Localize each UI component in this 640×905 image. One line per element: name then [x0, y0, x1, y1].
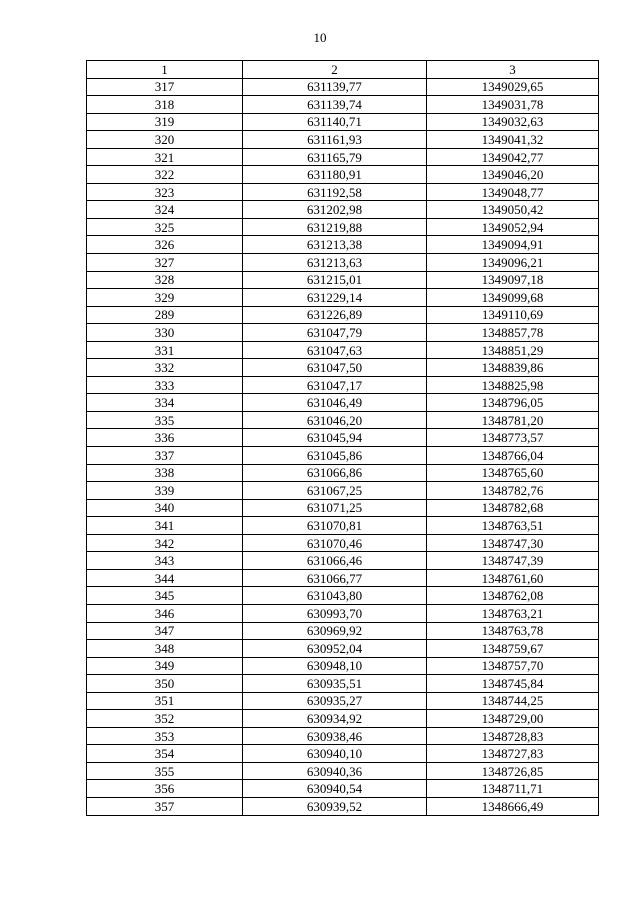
cell-y-coordinate: 1348729,00 — [427, 710, 599, 728]
cell-x-coordinate: 631180,91 — [243, 166, 427, 184]
cell-point-number: 317 — [87, 78, 243, 96]
table-row — [87, 131, 599, 149]
cell-x-coordinate: 631045,86 — [243, 447, 427, 465]
cell-x-coordinate: 631071,25 — [243, 499, 427, 517]
table-row — [87, 745, 599, 763]
cell-y-coordinate: 1348782,76 — [427, 482, 599, 500]
table-row — [87, 324, 599, 342]
coordinates-table — [86, 60, 599, 816]
table-row — [87, 727, 599, 745]
cell-point-number: 337 — [87, 447, 243, 465]
cell-y-coordinate: 1348773,57 — [427, 429, 599, 447]
table-row — [87, 797, 599, 815]
cell-point-number: 340 — [87, 499, 243, 517]
cell-point-number: 289 — [87, 306, 243, 324]
cell-y-coordinate: 1349048,77 — [427, 183, 599, 201]
table-row — [87, 341, 599, 359]
cell-x-coordinate: 631070,81 — [243, 517, 427, 535]
table-row — [87, 569, 599, 587]
cell-point-number: 344 — [87, 569, 243, 587]
cell-y-coordinate: 1348711,71 — [427, 780, 599, 798]
cell-y-coordinate: 1349041,32 — [427, 131, 599, 149]
cell-y-coordinate: 1349042,77 — [427, 148, 599, 166]
table-row — [87, 517, 599, 535]
cell-x-coordinate: 631226,89 — [243, 306, 427, 324]
table-row — [87, 289, 599, 307]
cell-y-coordinate: 1349032,63 — [427, 113, 599, 131]
cell-y-coordinate: 1349096,21 — [427, 254, 599, 272]
cell-x-coordinate: 631047,63 — [243, 341, 427, 359]
cell-x-coordinate: 630940,54 — [243, 780, 427, 798]
cell-y-coordinate: 1348726,85 — [427, 762, 599, 780]
cell-x-coordinate: 631047,79 — [243, 324, 427, 342]
table-row — [87, 218, 599, 236]
cell-y-coordinate: 1349110,69 — [427, 306, 599, 324]
cell-y-coordinate: 1348765,60 — [427, 464, 599, 482]
table-row — [87, 692, 599, 710]
table-row — [87, 552, 599, 570]
cell-point-number: 320 — [87, 131, 243, 149]
table-body — [87, 78, 599, 815]
cell-point-number: 330 — [87, 324, 243, 342]
cell-point-number: 324 — [87, 201, 243, 219]
cell-point-number: 351 — [87, 692, 243, 710]
cell-x-coordinate: 630934,92 — [243, 710, 427, 728]
cell-point-number: 345 — [87, 587, 243, 605]
cell-x-coordinate: 630940,10 — [243, 745, 427, 763]
cell-point-number: 339 — [87, 482, 243, 500]
table-row — [87, 780, 599, 798]
cell-x-coordinate: 631165,79 — [243, 148, 427, 166]
cell-point-number: 341 — [87, 517, 243, 535]
cell-point-number: 352 — [87, 710, 243, 728]
table-row — [87, 254, 599, 272]
table-row — [87, 166, 599, 184]
cell-point-number: 332 — [87, 359, 243, 377]
column-header-y-coordinate: 3 — [427, 61, 599, 79]
column-header-x-coordinate: 2 — [243, 61, 427, 79]
cell-y-coordinate: 1348839,86 — [427, 359, 599, 377]
cell-y-coordinate: 1348825,98 — [427, 376, 599, 394]
cell-x-coordinate: 631047,17 — [243, 376, 427, 394]
cell-x-coordinate: 631067,25 — [243, 482, 427, 500]
cell-y-coordinate: 1349094,91 — [427, 236, 599, 254]
cell-x-coordinate: 631229,14 — [243, 289, 427, 307]
cell-point-number: 355 — [87, 762, 243, 780]
cell-x-coordinate: 631066,86 — [243, 464, 427, 482]
table-row — [87, 657, 599, 675]
cell-point-number: 349 — [87, 657, 243, 675]
cell-point-number: 331 — [87, 341, 243, 359]
cell-point-number: 357 — [87, 797, 243, 815]
cell-y-coordinate: 1348763,21 — [427, 604, 599, 622]
table-row — [87, 482, 599, 500]
cell-x-coordinate: 630969,92 — [243, 622, 427, 640]
cell-point-number: 327 — [87, 254, 243, 272]
table-row — [87, 96, 599, 114]
cell-point-number: 319 — [87, 113, 243, 131]
table-row — [87, 183, 599, 201]
cell-x-coordinate: 631202,98 — [243, 201, 427, 219]
cell-point-number: 353 — [87, 727, 243, 745]
cell-point-number: 322 — [87, 166, 243, 184]
cell-y-coordinate: 1349029,65 — [427, 78, 599, 96]
table-row — [87, 113, 599, 131]
cell-y-coordinate: 1348857,78 — [427, 324, 599, 342]
cell-x-coordinate: 631045,94 — [243, 429, 427, 447]
cell-x-coordinate: 630940,36 — [243, 762, 427, 780]
table-row — [87, 394, 599, 412]
table-row — [87, 148, 599, 166]
page-number: 10 — [313, 30, 327, 45]
table-row — [87, 201, 599, 219]
cell-y-coordinate: 1348757,70 — [427, 657, 599, 675]
cell-point-number: 354 — [87, 745, 243, 763]
cell-x-coordinate: 630948,10 — [243, 657, 427, 675]
cell-x-coordinate: 631139,74 — [243, 96, 427, 114]
cell-point-number: 325 — [87, 218, 243, 236]
table-row — [87, 587, 599, 605]
table-row — [87, 464, 599, 482]
cell-point-number: 356 — [87, 780, 243, 798]
cell-y-coordinate: 1348745,84 — [427, 675, 599, 693]
cell-y-coordinate: 1349050,42 — [427, 201, 599, 219]
cell-y-coordinate: 1348761,60 — [427, 569, 599, 587]
cell-point-number: 333 — [87, 376, 243, 394]
cell-x-coordinate: 631213,63 — [243, 254, 427, 272]
cell-y-coordinate: 1349031,78 — [427, 96, 599, 114]
table-row — [87, 236, 599, 254]
cell-point-number: 336 — [87, 429, 243, 447]
cell-point-number: 334 — [87, 394, 243, 412]
cell-y-coordinate: 1348781,20 — [427, 411, 599, 429]
cell-y-coordinate: 1348747,39 — [427, 552, 599, 570]
table-row — [87, 499, 599, 517]
cell-point-number: 342 — [87, 534, 243, 552]
cell-x-coordinate: 631043,80 — [243, 587, 427, 605]
cell-point-number: 329 — [87, 289, 243, 307]
table-row — [87, 306, 599, 324]
table-row — [87, 78, 599, 96]
cell-x-coordinate: 631161,93 — [243, 131, 427, 149]
table-row — [87, 622, 599, 640]
cell-point-number: 346 — [87, 604, 243, 622]
cell-x-coordinate: 631192,58 — [243, 183, 427, 201]
cell-x-coordinate: 631066,46 — [243, 552, 427, 570]
cell-point-number: 326 — [87, 236, 243, 254]
cell-point-number: 328 — [87, 271, 243, 289]
cell-point-number: 335 — [87, 411, 243, 429]
table-row — [87, 376, 599, 394]
cell-point-number: 347 — [87, 622, 243, 640]
cell-x-coordinate: 630952,04 — [243, 640, 427, 658]
cell-point-number: 321 — [87, 148, 243, 166]
cell-x-coordinate: 631046,49 — [243, 394, 427, 412]
table-row — [87, 429, 599, 447]
cell-point-number: 343 — [87, 552, 243, 570]
table-row — [87, 640, 599, 658]
cell-x-coordinate: 631066,77 — [243, 569, 427, 587]
column-header-point-number: 1 — [87, 61, 243, 79]
cell-x-coordinate: 630993,70 — [243, 604, 427, 622]
cell-x-coordinate: 631047,50 — [243, 359, 427, 377]
cell-x-coordinate: 631215,01 — [243, 271, 427, 289]
cell-point-number: 318 — [87, 96, 243, 114]
table-row — [87, 359, 599, 377]
cell-y-coordinate: 1348728,83 — [427, 727, 599, 745]
cell-x-coordinate: 631070,46 — [243, 534, 427, 552]
table-header-row — [87, 61, 599, 79]
cell-y-coordinate: 1348744,25 — [427, 692, 599, 710]
table-row — [87, 675, 599, 693]
cell-y-coordinate: 1348727,83 — [427, 745, 599, 763]
cell-y-coordinate: 1348766,04 — [427, 447, 599, 465]
cell-x-coordinate: 631139,77 — [243, 78, 427, 96]
cell-y-coordinate: 1348782,68 — [427, 499, 599, 517]
cell-y-coordinate: 1348762,08 — [427, 587, 599, 605]
cell-x-coordinate: 631213,38 — [243, 236, 427, 254]
cell-point-number: 350 — [87, 675, 243, 693]
cell-y-coordinate: 1348763,51 — [427, 517, 599, 535]
cell-y-coordinate: 1349099,68 — [427, 289, 599, 307]
cell-x-coordinate: 631046,20 — [243, 411, 427, 429]
cell-y-coordinate: 1349052,94 — [427, 218, 599, 236]
table-row — [87, 710, 599, 728]
cell-x-coordinate: 630935,27 — [243, 692, 427, 710]
table-row — [87, 411, 599, 429]
table-row — [87, 447, 599, 465]
cell-x-coordinate: 631140,71 — [243, 113, 427, 131]
cell-y-coordinate: 1348796,05 — [427, 394, 599, 412]
cell-y-coordinate: 1349046,20 — [427, 166, 599, 184]
cell-y-coordinate: 1348851,29 — [427, 341, 599, 359]
cell-y-coordinate: 1348747,30 — [427, 534, 599, 552]
table-row — [87, 762, 599, 780]
cell-y-coordinate: 1348763,78 — [427, 622, 599, 640]
cell-x-coordinate: 630938,46 — [243, 727, 427, 745]
cell-y-coordinate: 1348759,67 — [427, 640, 599, 658]
table-row — [87, 271, 599, 289]
table-row — [87, 534, 599, 552]
cell-point-number: 323 — [87, 183, 243, 201]
cell-y-coordinate: 1348666,49 — [427, 797, 599, 815]
cell-x-coordinate: 630935,51 — [243, 675, 427, 693]
table-row — [87, 604, 599, 622]
cell-point-number: 348 — [87, 640, 243, 658]
cell-point-number: 338 — [87, 464, 243, 482]
cell-x-coordinate: 630939,52 — [243, 797, 427, 815]
cell-x-coordinate: 631219,88 — [243, 218, 427, 236]
cell-y-coordinate: 1349097,18 — [427, 271, 599, 289]
